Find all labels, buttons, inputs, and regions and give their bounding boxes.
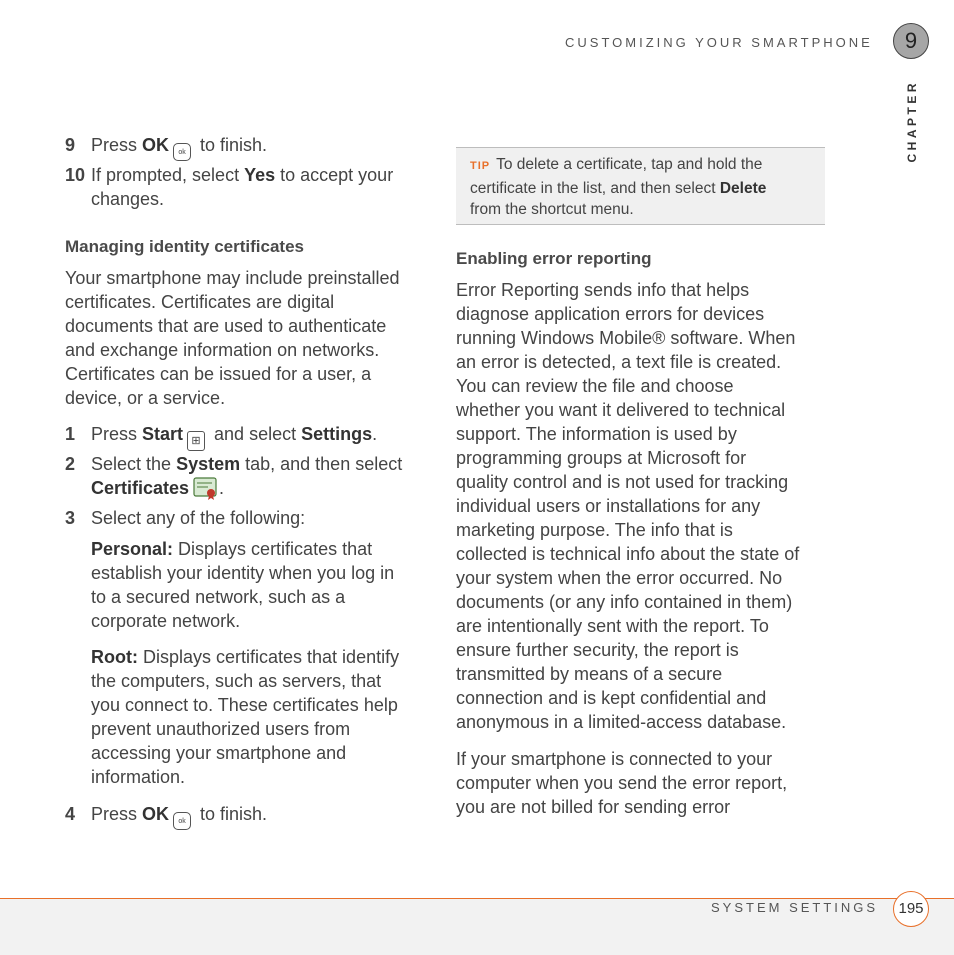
text-line: individual users or installations for any [456,496,761,516]
step-number: 2 [65,454,76,474]
step-1 [65,422,377,451]
text-line: diagnose application errors for devices [456,304,765,324]
tip-text-line: To delete a certificate, tap and hold the [496,156,763,173]
text-line: accessing your smartphone and [91,743,347,763]
root-label: Root: [91,647,138,667]
text-line: establish your identity when you log in [91,563,395,583]
certificate-icon [193,476,219,500]
text-line: an error is detected, a text file is created. [456,352,782,372]
tip-label: TIP [470,160,491,172]
text-line: quality control and is not used for tracking [456,472,789,492]
text-line: you connect to. These certificates help [91,695,398,715]
section-heading-certificates: Managing identity certificates [65,237,304,256]
text-line: If your smartphone is connected to your [456,749,773,769]
text-line: Your smartphone may include preinstalled [65,268,400,288]
text-line: anonymous in a limited-access database. [456,712,787,732]
text-line: whether you want it delivered to technical [456,400,786,420]
ok-key-label: OK [142,804,170,824]
page-number-badge: 195 [893,891,929,927]
step-text: Press [91,804,143,824]
step-4 [65,802,267,830]
text-line: documents that are used to authenticate [65,316,387,336]
step-text: to finish. [195,804,268,824]
text-line: Displays certificates that [173,539,373,559]
step-text: Select the [91,454,177,474]
text-line: computer when you send the error report, [456,773,788,793]
running-title: CUSTOMIZING YOUR SMARTPHONE [565,35,873,50]
chapter-label: CHAPTER [905,80,919,163]
step-text: tab, and then select [240,454,403,474]
text-line: the computers, such as servers, that [91,671,382,691]
text-line: you are not billed for sending error [456,797,731,817]
certificates-intro [65,266,435,410]
text-line: marketing purpose. The info that is [456,520,733,540]
step-text: Press [91,135,143,155]
step-text: changes. [91,189,165,209]
step-3 [65,506,305,530]
step-number: 4 [65,804,76,824]
chapter-number-badge: 9 [893,23,929,59]
step-9 [65,133,267,161]
tip-text-line: from the shortcut menu. [470,201,634,218]
ok-key-icon: ok [173,812,191,830]
step-text: If prompted, select [91,165,245,185]
text-line: information. [91,767,186,787]
step-number: 9 [65,135,76,155]
windows-start-icon: ⊞ [187,431,205,451]
tip-box [456,147,825,225]
punctuation: . [372,424,378,444]
text-line: collected is technical info about the state of [456,544,800,564]
footer-section-title: SYSTEM SETTINGS [711,900,879,915]
ok-key-label: OK [142,135,170,155]
option-personal [91,537,436,633]
text-line: your system when the error occurred. No [456,568,783,588]
text-line: Certificates can be issued for a user, a [65,364,372,384]
settings-label: Settings [301,424,373,444]
start-label: Start [142,424,184,444]
text-line: certificates. Certificates are digital [65,292,335,312]
step-text: Select any of the following: [91,508,306,528]
option-root [91,645,436,789]
step-text: to accept your [275,165,394,185]
step-number: 10 [65,165,86,185]
billing-paragraph [456,747,828,819]
step-text: and select [209,424,302,444]
text-line: ensure further security, the report is [456,640,739,660]
text-line: Displays certificates that identify [137,647,400,667]
ok-key-icon: ok [173,143,191,161]
step-number: 1 [65,424,76,444]
text-line: prevent unauthorized users from [91,719,351,739]
section-heading-error-reporting: Enabling error reporting [456,249,652,268]
text-line: device, or a service. [65,388,226,408]
delete-label: Delete [719,179,767,197]
step-text: Press [91,424,143,444]
text-line: You can review the file and choose [456,376,734,396]
punctuation: . [219,478,225,498]
step-number: 3 [65,508,76,528]
text-line: corporate network. [91,611,241,631]
text-line: support. The information is used by [456,424,737,444]
system-label: System [176,454,241,474]
text-line: and exchange information on networks. [65,340,380,360]
text-line: running Windows Mobile® software. When [456,328,796,348]
text-line: transmitted by means of a secure [456,664,723,684]
step-10 [65,163,435,211]
text-line: to a secured network, such as a [91,587,346,607]
text-line: programming groups at Microsoft for [456,448,747,468]
text-line: Error Reporting sends info that helps [456,280,750,300]
personal-label: Personal: [91,539,174,559]
text-line: documents (or any info contained in them) [456,592,793,612]
text-line: connection and is kept confidential and [456,688,767,708]
step-text: to finish. [195,135,268,155]
error-reporting-paragraph [456,278,828,734]
certificates-label: Certificates [91,478,190,498]
tip-text-line: certificate in the list, and then select [470,179,720,197]
yes-label: Yes [244,165,276,185]
step-2 [65,452,435,500]
text-line: are intentionally sent with the report. To [456,616,769,636]
